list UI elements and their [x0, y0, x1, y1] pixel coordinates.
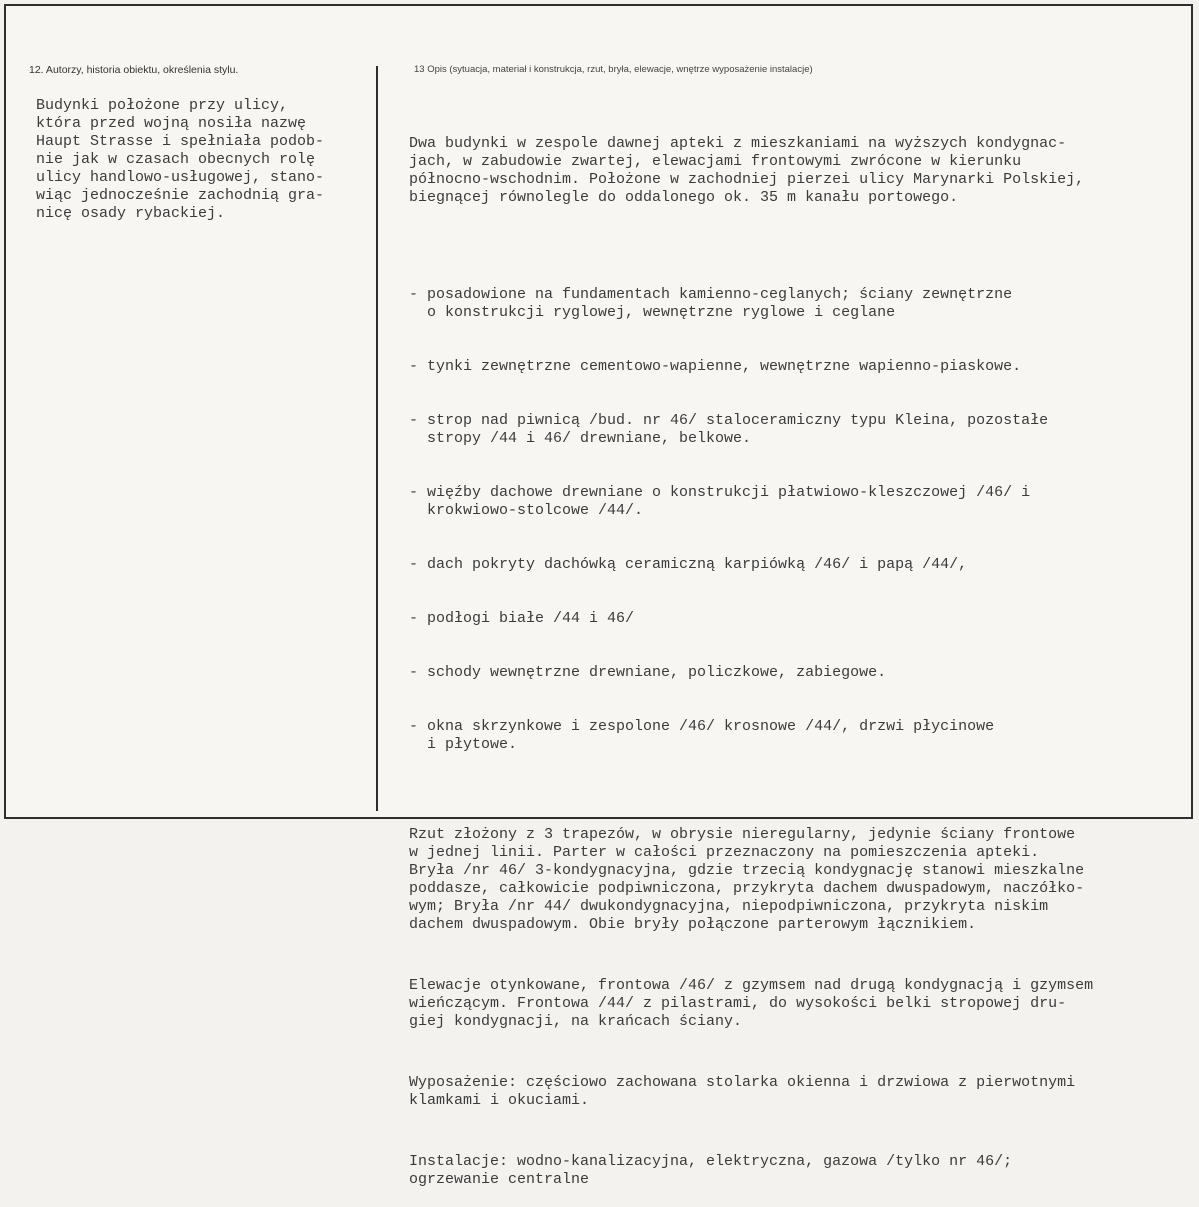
construction-list — [409, 250, 1093, 790]
right-column — [409, 99, 1093, 1207]
list-item: - okna skrzynkowe i zespolone /46/ krosnowe /44/, drzwi płycinowe i płytowe. — [409, 718, 995, 753]
heading-description: 13 Opis (sytuacja, materiał i konstrukcja, rzut, bryła, elewacje, wnętrze wyposażenie instalacje) — [414, 64, 813, 75]
list-item: - strop nad piwnicą /bud. nr 46/ staloceramiczny typu Kleina, pozostałe stropy /44 i 46/ drewniane, belkowe. — [409, 412, 1049, 447]
equipment-paragraph: Wyposażenie: częściowo zachowana stolarka okienna i drzwiowa z pierwotnymi klamkami i okuciami. — [409, 1074, 1076, 1109]
column-divider — [376, 66, 378, 811]
left-column-text: Budynki położone przy ulicy, która przed wojną nosiła nazwę Haupt Strasse i spełniała podob- nie jak w czasach obecnych rolę ulicy handlowo-usługowej, stano- wiąc jednocześnie zachodnią gra- nicę osady rybackiej. — [36, 97, 325, 222]
elevations-paragraph: Elewacje otynkowane, frontowa /46/ z gzymsem nad drugą kondygnacją i gzymsem wieńczącym. Frontowa /44/ z pilastrami, do wysokości belki stropowej dru- giej kondygnacji, na krańcach ściany. — [409, 977, 1094, 1030]
heading-authors-history-style: 12. Autorzy, historia obiektu, określenia stylu. — [29, 64, 239, 76]
list-item: - posadowione na fundamentach kamienno-ceglanych; ściany zewnętrzne o konstrukcji ryglowej, wewnętrzne ryglowe i ceglane — [409, 286, 1013, 321]
list-item: - podłogi białe /44 i 46/ — [409, 610, 635, 627]
list-item: - schody wewnętrzne drewniane, policzkowe, zabiegowe. — [409, 664, 887, 681]
list-item: - dach pokryty dachówką ceramiczną karpiówką /46/ i papą /44/, — [409, 556, 968, 573]
installations-paragraph: Instalacje: wodno-kanalizacyjna, elektryczna, gazowa /tylko nr 46/; ogrzewanie centralne — [409, 1153, 1013, 1188]
list-item: - więźby dachowe drewniane o konstrukcji płatwiowo-kleszczowej /46/ i krokwiowo-stolcowe /44/. — [409, 484, 1031, 519]
intro-paragraph: Dwa budynki w zespole dawnej apteki z mieszkaniami na wyższych kondygnac- jach, w zabudowie zwartej, elewacjami frontowymi zwrócone w kierunku północno-wschodnim. Położone w zachodniej pierzei ulicy Marynarki Polskiej, biegnącej równolegle do oddalonego ok. 35 m kanału portowego. — [409, 135, 1085, 206]
list-item: - tynki zewnętrzne cementowo-wapienne, wewnętrzne wapienno-piaskowe. — [409, 358, 1022, 375]
floor-plan-paragraph: Rzut złożony z 3 trapezów, w obrysie nieregularny, jedynie ściany frontowe w jednej linii. Parter w całości przeznaczony na pomieszczenia apteki. Bryła /nr 46/ 3-kondygnacyjna, gdzie trzecią kondygnację stanowi mieszkalne poddasze, całkowicie podpiwniczona, przykryta dachem dwuspadowym, naczółko- wym; Bryła /nr 44/ dwukondygnacyjna, niepodpiwniczona, przykryta niskim dachem dwuspadowym. Obie bryły połączone parterowym łącznikiem. — [409, 826, 1085, 933]
